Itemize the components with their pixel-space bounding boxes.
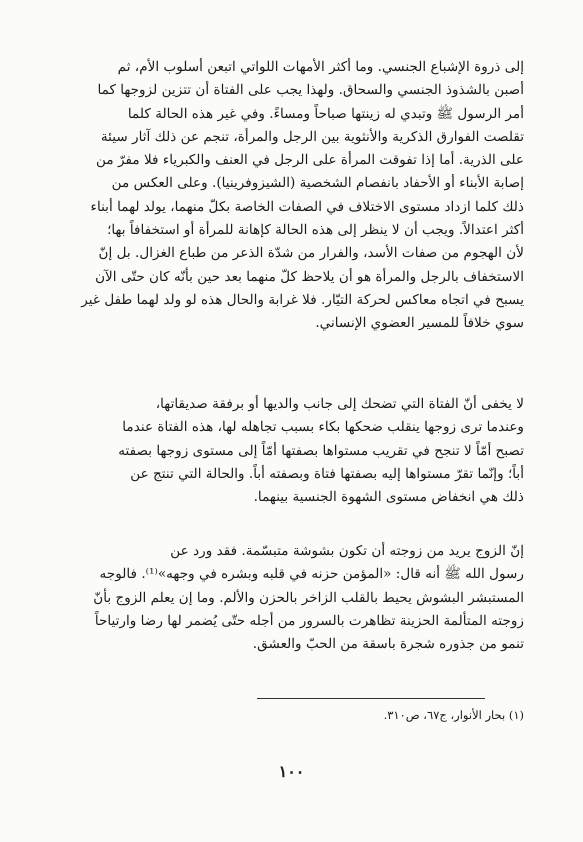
paragraph-1 [60, 56, 524, 336]
text-line: رسول الله ﷺ أنه قال: «المؤمن حزنه في قلبه وبشره في وجهه»⁽¹⁾. فالوجه [99, 566, 524, 583]
text-line: يسبح في اتجاه معاكس لحركة التيّار. فلا غرابة والحال هذه لو ولد لهما طفل غير [81, 291, 524, 308]
text-line: لا يخفى أنّ الفتاة التي تضحك إلى جانب والديها أو برفقة صديقاتها، [155, 396, 524, 412]
text-line: لأن الهجوم من صفات الأسد، والفرار من شدّة الذعر من طباع الغزال. بل إنّ [98, 245, 524, 262]
text-line: تقلصت الفوارق الذكرية والأنثوية بين الرجل والمرأة، تنجم عن ذلك آثار سيئة [100, 128, 524, 145]
text-line: سوي خلافاً للمسير العضوي الإنساني. [315, 315, 524, 332]
footnote-divider [257, 698, 485, 699]
text-line: أكثر اعتدالاً. ويجب أن لا ينظر إلى هذه الحالة كإهانة للمرأة أو استخفافاً بها؛ [107, 222, 524, 239]
footnote: (١) بحار الأنوار، ج٦٧، ص٣١٠. [383, 708, 524, 722]
text-line: ذلك كلما ازداد مستوى الاختلاف في الصفات الخاصة بكلّ منهما، يولد لهما أبناء [90, 198, 524, 215]
text-line: أمر الرسول ﷺ وتبدي له زينتها صباحاً ومساءً. وفي غير هذه الحالة كلما [127, 105, 524, 122]
text-line: أصبن بالشذوذ الجنسي والسحاق. ولهذا يجب على الفتاة أن تتزين لزوجها كما [97, 82, 524, 99]
text-line: تنمو من جذوره شجرة باسقة من الحبّ والعشق. [252, 636, 524, 653]
text-line: ذلك هي انخفاض مستوى الشهوة الجنسية بينهما. [253, 489, 524, 506]
text-line: وعندما ترى زوجها ينقلب ضحكها بكاء بسبب تجاهله لها، هذه الفتاة عندما [122, 419, 524, 436]
paragraph-2 [60, 393, 524, 509]
page-number: ١٠٠ [278, 762, 305, 781]
text-line: إنّ الزوج يريد من زوجته أن تكون بشوشة متبسّمة. فقد ورد عن [170, 543, 524, 559]
text-line: الاستخفاف بالرجل والمرأة هو أن يلاحظ كلّ منهما بعد حين بأنّه كان حتّى الآن [95, 268, 524, 285]
paragraph-3 [60, 540, 524, 656]
text-line: أباً؛ وإنّما تقرّ مستواها إليه بصفتها فتاة وبصفته أباً. والحالة التي تنتج عن [130, 465, 524, 482]
text-line: تصبح أمّاً لا تنجح في تقريب مستواها بصفتها أمّاً إلى مستوى زوجها بصفته [118, 442, 524, 459]
text-line: على الذرية. أما إذا تفوقت المرأة على الرجل في العنف والكبرياء فلا مفرّ من [96, 152, 524, 169]
text-line: المستبشر البشوش يحيط بالقلب الزاخر بالحزن والألم. وما إن يعلم الزوج بأنّ [93, 589, 524, 606]
text-line: إصابة الأبناء أو الأحفاد بانفصام الشخصية (الشيزوفرينيا). وعلى العكس من [111, 175, 524, 192]
text-line: زوجته المتألمة الحزينة تظاهرت بالسرور من أجله حتّى يُضمر لها رضا وارتياحاً [94, 612, 524, 629]
text-line: إلى ذروة الإشباع الجنسي. وما أكثر الأمهات اللواتي اتبعن أسلوب الأم، ثم [117, 59, 524, 75]
